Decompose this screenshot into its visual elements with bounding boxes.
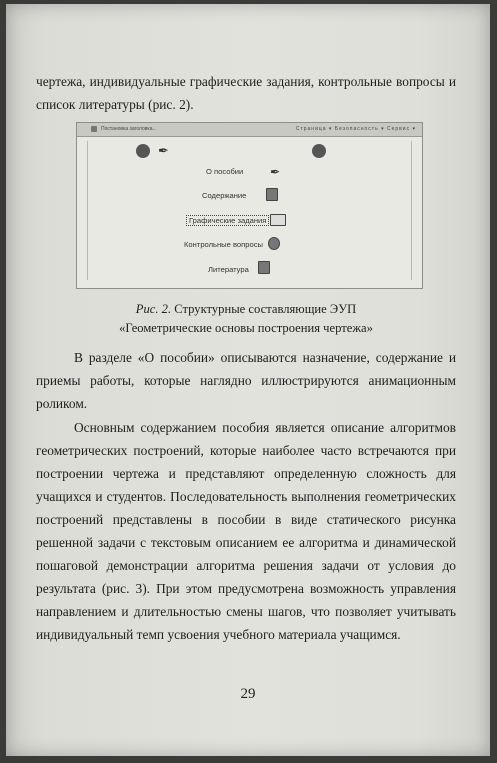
page-number: 29 — [240, 686, 256, 702]
figure-browser-tab: Постановка заголовка... — [101, 126, 157, 132]
figure-menu-item-questions: Контрольные вопросы — [184, 240, 263, 249]
paragraph-about: В разделе «О пособии» описываются назначение, содержание и приемы работы, которые наглядно иллюстрируются анимационным роликом. — [36, 350, 456, 411]
pen-icon: ✒ — [158, 143, 169, 158]
caption-line-1 — [36, 300, 456, 319]
intro-text: чертежа, индивидуальные графические задания, контрольные вопросы и список литературы (рис. 2). — [36, 74, 456, 112]
figure-browser-menu: Страница ▾ Безопасность ▾ Сервис ▾ — [295, 126, 416, 132]
paragraph-main: Основным содержанием пособия является описание алгоритмов геометрических построений, которые наиболее часто встречаются при построении чертежа и представляют определенную сложность для учащихся и студентов. Последовательность выполнения геометрических построений представлены в пособии в виде статического рисунка решенной задачи с текстовым описанием ее алгоритма и динамической пошаговой демонстрации алгоритма решения задачи от условия до результата (рис. 3). При этом предусмотрена возможность управления направлением и длительностью смены шагов, что позволяет учитывать индивидуальный темп усвоения учебного материала учащимся. — [36, 420, 456, 642]
caption-title: Структурные составляющие ЭУП — [174, 302, 357, 316]
caption-line-2: «Геометрические основы построения чертежа» — [119, 321, 373, 335]
figure-menu-item-contents: Содержание — [202, 191, 247, 200]
book-page — [6, 4, 490, 756]
figure-menu-item-assignments: Графические задания — [186, 215, 269, 226]
figure-caption — [36, 300, 456, 338]
book-icon — [258, 261, 270, 274]
figure-menu-item-literature: Литература — [208, 265, 249, 274]
logo-icon — [312, 144, 326, 158]
question-icon — [268, 237, 280, 250]
logo-icon — [136, 144, 150, 158]
caption-label: Рис. 2. — [135, 302, 172, 316]
figure-browser-toolbar — [77, 123, 422, 137]
figure-menu-item-about: О пособии — [206, 167, 244, 176]
figure-screenshot — [76, 122, 423, 289]
drawing-icon — [270, 214, 286, 226]
browser-window-icon — [91, 126, 97, 132]
pen-icon: ✒ — [270, 165, 281, 179]
figure-content — [87, 141, 412, 280]
document-icon — [266, 188, 278, 201]
